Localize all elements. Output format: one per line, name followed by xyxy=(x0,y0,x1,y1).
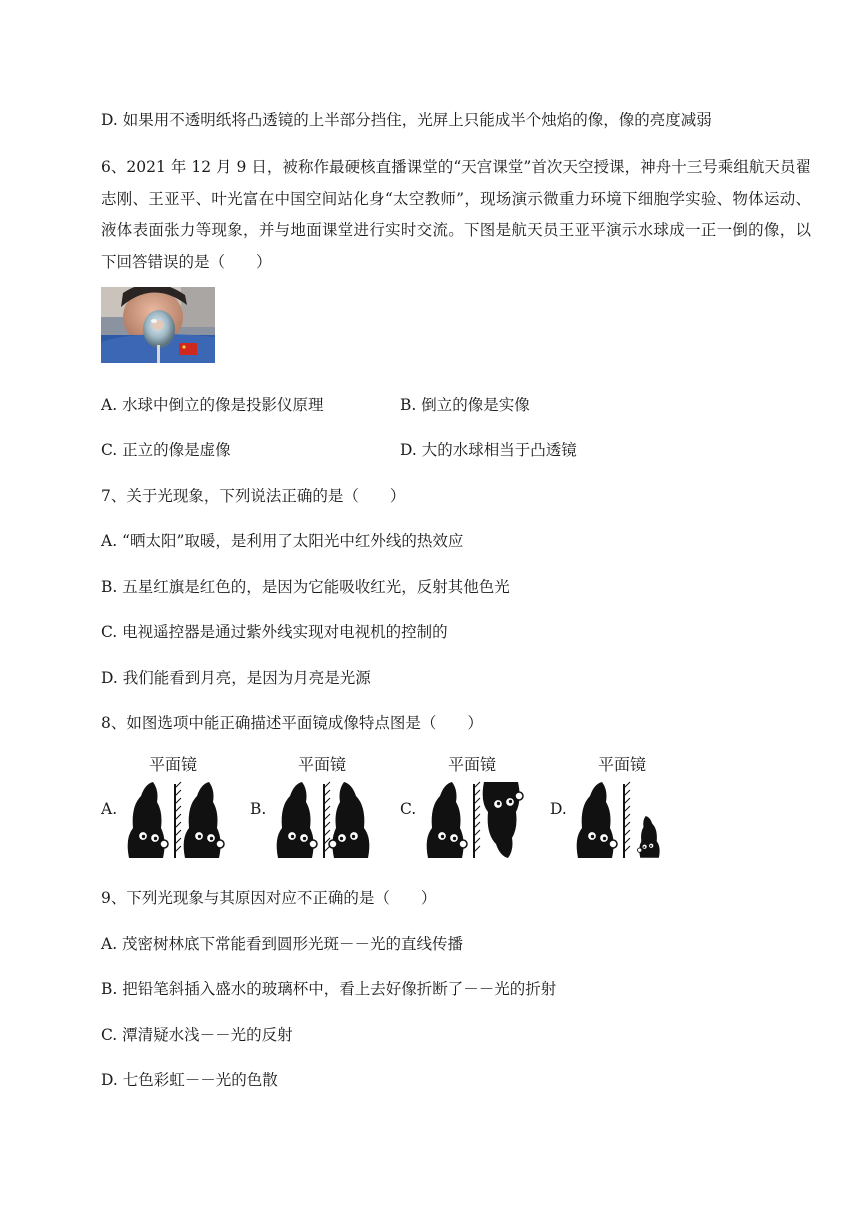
q6-option-a: A. 水球中倒立的像是投影仪原理 xyxy=(101,396,324,414)
q9-option-d: D. 七色彩虹－－光的色散 xyxy=(101,1071,278,1089)
q6-stem: 6、2021 年 12 月 9 日，被称作最硬核直播课堂的“天宫课堂”首次天空授课，神舟十三号乘组航天员翟志刚、王亚平、叶光富在中国空间站化身“太空教师”，现场演示微重力环境下细胞学实验、物体运动、液体表面张力等现象，并与地面课堂进行实时交流。下图是航天员王亚平演示水球成一正一倒的像，以下回答错误的是（ ） xyxy=(101,158,811,271)
q9-option-c: C. 潭清疑水浅－－光的反射 xyxy=(101,1026,293,1044)
figure-b-drawing xyxy=(274,778,374,858)
q8-figure-c xyxy=(400,752,530,862)
q9-stem: 9、下列光现象与其原因对应不正确的是（ ） xyxy=(101,889,437,907)
figure-a-label: A. xyxy=(101,800,118,818)
q8-figure-b xyxy=(250,752,380,862)
figure-d-label: D. xyxy=(550,800,567,818)
q7-option-b: B. 五星红旗是红色的，是因为它能吸收红光，反射其他色光 xyxy=(101,578,510,596)
figure-d-mirror-title: 平面镜 xyxy=(598,755,647,774)
q9-option-b: B. 把铅笔斜插入盛水的玻璃杯中，看上去好像折断了－－光的折射 xyxy=(101,980,557,998)
figure-d-drawing xyxy=(574,778,674,858)
q8-figure-d xyxy=(550,752,680,862)
q6-option-d: D. 大的水球相当于凸透镜 xyxy=(400,441,577,459)
q7-option-d: D. 我们能看到月亮，是因为月亮是光源 xyxy=(101,669,371,687)
q6-option-b: B. 倒立的像是实像 xyxy=(400,396,530,414)
q8-figure-a xyxy=(101,752,231,862)
astronaut-water-ball-photo xyxy=(101,287,215,363)
figure-a-mirror-title: 平面镜 xyxy=(149,755,198,774)
q8-stem: 8、如图选项中能正确描述平面镜成像特点图是（ ） xyxy=(101,714,483,732)
q6-option-c: C. 正立的像是虚像 xyxy=(101,441,231,459)
q9-option-a: A. 茂密树林底下常能看到圆形光斑－－光的直线传播 xyxy=(101,935,464,953)
figure-b-label: B. xyxy=(250,800,267,818)
q7-stem: 7、关于光现象，下列说法正确的是（ ） xyxy=(101,487,406,505)
figure-c-drawing xyxy=(424,778,524,858)
figure-a-drawing xyxy=(125,778,225,858)
q7-option-a: A. “晒太阳”取暖，是利用了太阳光中红外线的热效应 xyxy=(101,532,464,550)
figure-b-mirror-title: 平面镜 xyxy=(298,755,347,774)
q7-option-c: C. 电视遥控器是通过紫外线实现对电视机的控制的 xyxy=(101,623,448,641)
q5-option-d: D. 如果用不透明纸将凸透镜的上半部分挡住，光屏上只能成半个烛焰的像，像的亮度减弱 xyxy=(101,111,712,129)
figure-c-mirror-title: 平面镜 xyxy=(448,755,497,774)
figure-c-label: C. xyxy=(400,800,417,818)
